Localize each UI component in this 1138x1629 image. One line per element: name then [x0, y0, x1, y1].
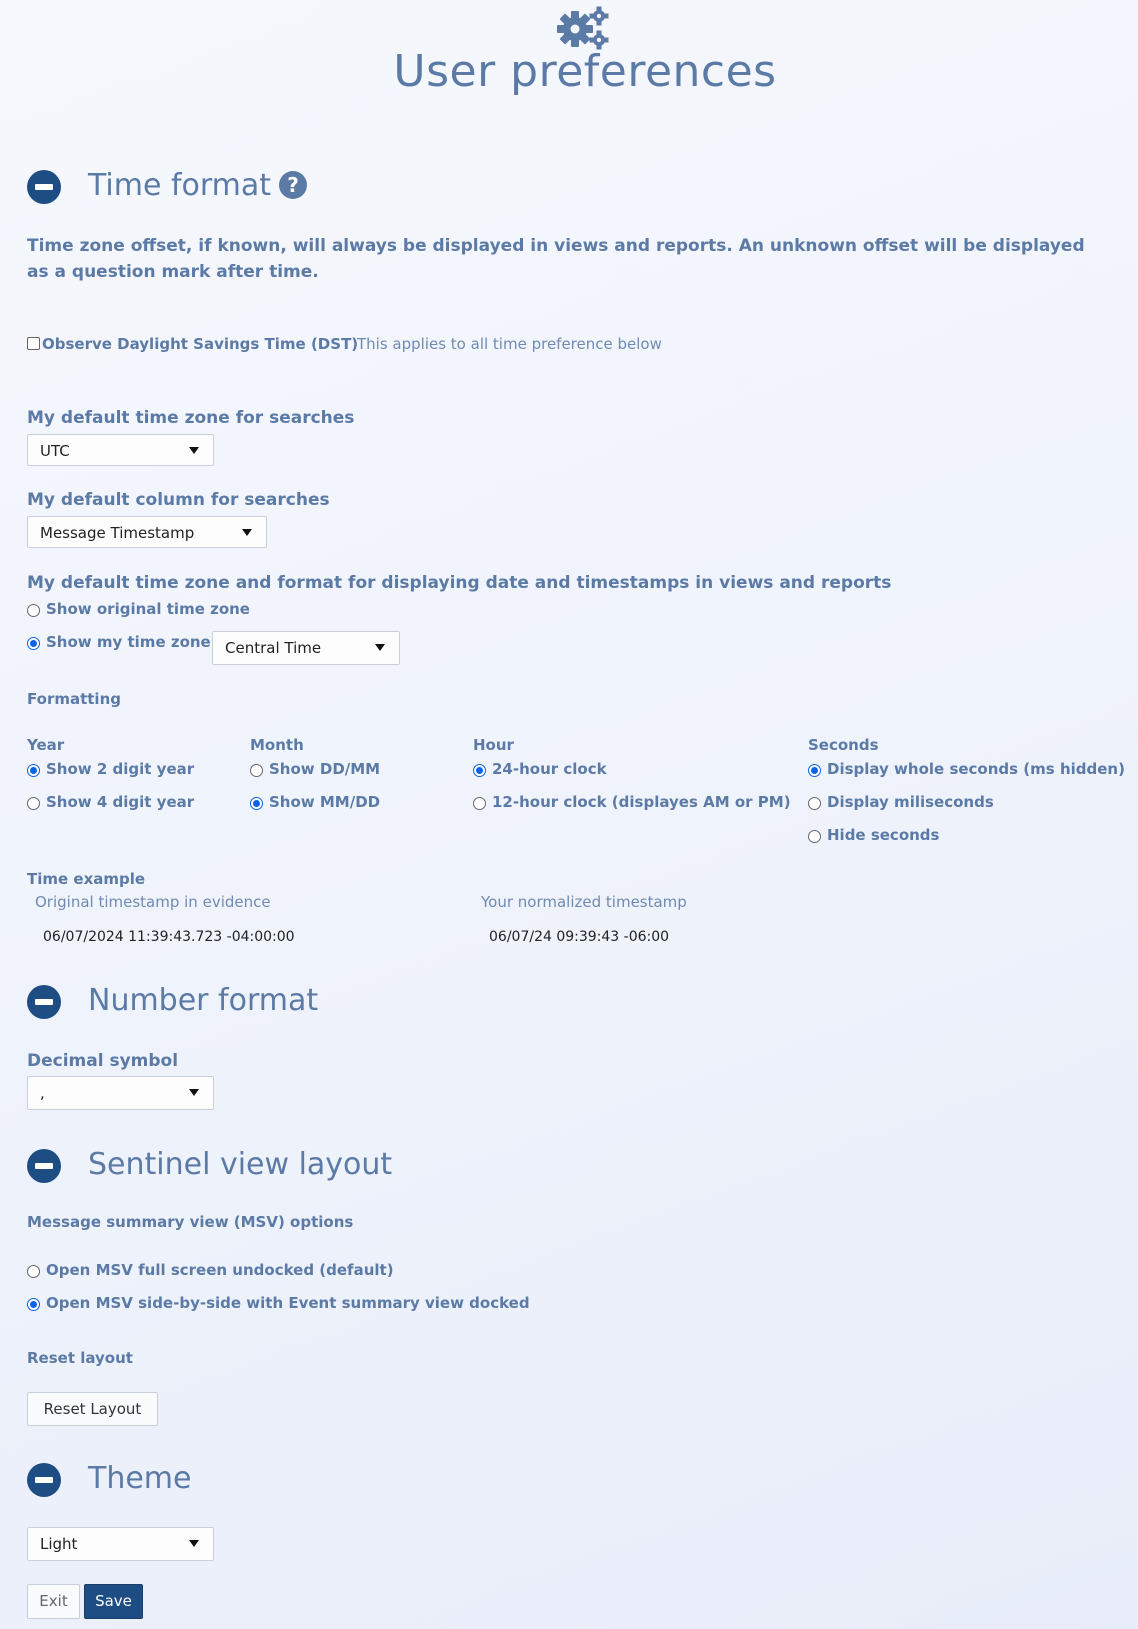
reset-layout-button[interactable]: Reset Layout — [27, 1392, 158, 1426]
chevron-down-icon — [189, 1089, 199, 1096]
help-icon[interactable]: ? — [279, 171, 307, 199]
search-timezone-label: My default time zone for searches — [27, 408, 355, 428]
display-timezone-label: My default time zone and format for displaying date and timestamps in views and reports — [27, 573, 892, 593]
theme-title: Theme — [88, 1461, 192, 1496]
theme-select[interactable] — [27, 1527, 214, 1561]
search-column-label: My default column for searches — [27, 490, 330, 510]
collapse-sentinel-layout-icon[interactable] — [27, 1149, 61, 1183]
dst-label[interactable]: Observe Daylight Savings Time (DST) — [42, 335, 359, 353]
msv-options-label: Message summary view (MSV) options — [27, 1213, 354, 1231]
show-mine-radio[interactable] — [27, 637, 40, 650]
month-dd-mm-radio[interactable] — [250, 764, 263, 777]
seconds-header: Seconds — [808, 736, 879, 754]
year-option-label[interactable]: Show 2 digit year — [46, 760, 195, 778]
collapse-number-format-icon[interactable] — [27, 985, 61, 1019]
normalized-timestamp-header: Your normalized timestamp — [481, 893, 687, 911]
decimal-symbol-value: , — [40, 1084, 45, 1102]
time-example-label: Time example — [27, 870, 146, 888]
seconds-option-label[interactable]: Hide seconds — [827, 826, 940, 844]
year-2-digit-radio[interactable] — [27, 764, 40, 777]
msv-undocked-radio[interactable] — [27, 1265, 40, 1278]
normalized-timestamp-value: 06/07/24 09:39:43 -06:00 — [489, 929, 670, 945]
seconds-whole-radio[interactable] — [808, 764, 821, 777]
original-timestamp-header: Original timestamp in evidence — [35, 893, 271, 911]
save-button[interactable]: Save — [84, 1584, 143, 1619]
theme-value: Light — [40, 1535, 78, 1553]
hour-option-label[interactable]: 12-hour clock (displayes AM or PM) — [492, 793, 791, 811]
seconds-option-label[interactable]: Display miliseconds — [827, 793, 994, 811]
seconds-option-label[interactable]: Display whole seconds (ms hidden) — [827, 760, 1125, 778]
reset-layout-label: Reset layout — [27, 1349, 133, 1367]
chevron-down-icon — [189, 447, 199, 454]
number-format-title: Number format — [88, 983, 319, 1018]
decimal-symbol-select[interactable] — [27, 1076, 214, 1110]
hour-option-label[interactable]: 24-hour clock — [492, 760, 607, 778]
month-option-label[interactable]: Show MM/DD — [269, 793, 381, 811]
msv-option-label[interactable]: Open MSV full screen undocked (default) — [46, 1261, 394, 1279]
chevron-down-icon — [189, 1540, 199, 1547]
time-format-title: Time format — [88, 168, 272, 203]
year-option-label[interactable]: Show 4 digit year — [46, 793, 195, 811]
year-header: Year — [27, 736, 65, 754]
my-timezone-value: Central Time — [225, 639, 322, 657]
seconds-ms-radio[interactable] — [808, 797, 821, 810]
time-zone-notice: Time zone offset, if known, will always be displayed in views and reports. An unknown offset will be displayed as a question mark after time. — [27, 236, 1085, 282]
msv-option-label[interactable]: Open MSV side-by-side with Event summary view docked — [46, 1294, 530, 1312]
show-original-label[interactable]: Show original time zone — [46, 600, 250, 618]
hour-12-radio[interactable] — [473, 797, 486, 810]
search-column-value: Message Timestamp — [40, 524, 195, 542]
show-mine-label[interactable]: Show my time zone — [46, 633, 211, 651]
month-option-label[interactable]: Show DD/MM — [269, 760, 381, 778]
chevron-down-icon — [242, 529, 252, 536]
month-mm-dd-radio[interactable] — [250, 797, 263, 810]
month-header: Month — [250, 736, 304, 754]
search-timezone-value: UTC — [40, 442, 70, 460]
search-timezone-select[interactable] — [27, 434, 214, 466]
my-timezone-select[interactable] — [212, 631, 400, 665]
seconds-hide-radio[interactable] — [808, 830, 821, 843]
year-4-digit-radio[interactable] — [27, 797, 40, 810]
exit-button[interactable]: Exit — [27, 1584, 80, 1619]
formatting-label: Formatting — [27, 690, 121, 708]
decimal-symbol-label: Decimal symbol — [27, 1051, 179, 1071]
dst-note: This applies to all time preference below — [357, 335, 662, 353]
dst-checkbox[interactable] — [27, 337, 40, 350]
sentinel-layout-title: Sentinel view layout — [88, 1147, 393, 1182]
msv-docked-radio[interactable] — [27, 1298, 40, 1311]
search-column-select[interactable] — [27, 516, 267, 548]
hour-header: Hour — [473, 736, 514, 754]
page-title: User preferences — [393, 46, 777, 97]
collapse-time-format-icon[interactable] — [27, 170, 61, 204]
gears-icon — [555, 4, 613, 50]
hour-24-radio[interactable] — [473, 764, 486, 777]
original-timestamp-value: 06/07/2024 11:39:43.723 -04:00:00 — [43, 929, 295, 945]
collapse-theme-icon[interactable] — [27, 1463, 61, 1497]
chevron-down-icon — [375, 644, 385, 651]
show-original-radio[interactable] — [27, 604, 40, 617]
